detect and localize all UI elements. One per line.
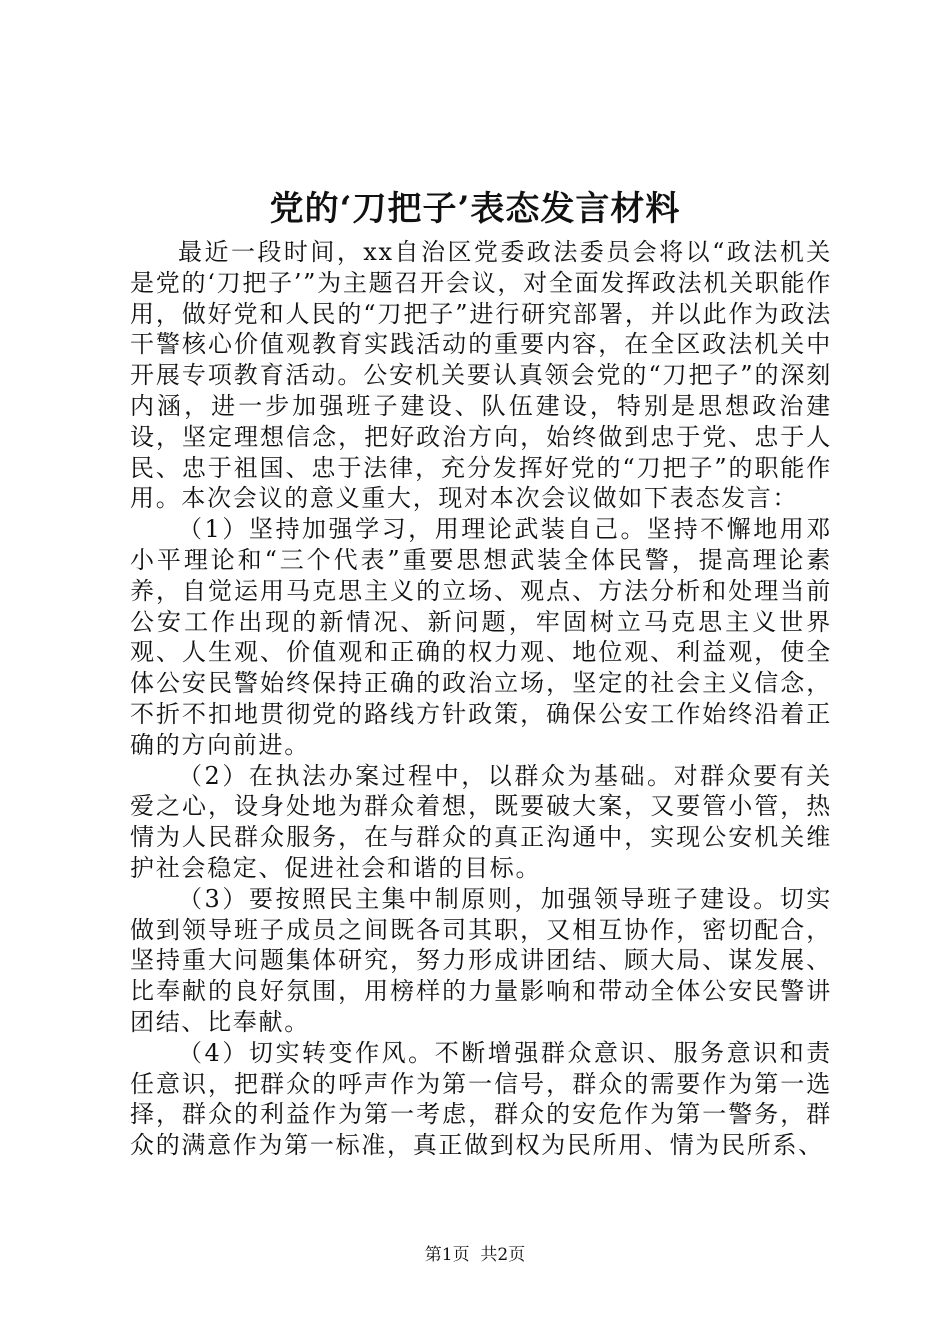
document-title: 党的‘刀把子’表态发言材料 — [269, 189, 681, 229]
paragraph-intro: 最近一段时间，xx自治区党委政法委员会将以“政法机关是党的‘刀把子’”为主题召开会议，对全面发挥政法机关职能作用，做好党和人民的“刀把子”进行研究部署，并以此作为政法干警核心价值观教育实践活动的重要内容，在全区政法机关中开展专项教育活动。公安机关要认真领会党的“刀把子”的深刻内涵，进一步加强班子建设、队伍建设，特别是思想政治建设，坚定理想信念，把好政治方向，始终做到忠于党、忠于人民、忠于祖国、忠于法律，充分发挥好党的“刀把子”的职能作用。本次会议的意义重大，现对本次会议做如下表态发言： — [130, 238, 832, 513]
footer-spacer — [470, 1245, 481, 1265]
page-total: 共2页 — [480, 1245, 526, 1265]
paragraph-point-4: （4）切实转变作风。不断增强群众意识、服务意识和责任意识，把群众的呼声作为第一信号，群众的需要作为第一选择，群众的利益作为第一考虑，群众的安危作为第一警务，群众的满意作为第一标准，真正做到权为民所用、情为民所系、 — [130, 1038, 832, 1160]
paragraph-point-3: （3）要按照民主集中制原则，加强领导班子建设。切实做到领导班子成员之间既各司其职，又相互协作，密切配合，坚持重大问题集体研究，努力形成讲团结、顾大局、谋发展、比奉献的良好氛围，用榜样的力量影响和带动全体公安民警讲团结、比奉献。 — [130, 884, 832, 1036]
paragraph-point-2: （2）在执法办案过程中，以群众为基础。对群众要有关爱之心，设身处地为群众着想，既要破大案，又要管小管，热情为人民群众服务，在与群众的真正沟通中，实现公安机关维护社会稳定、促进社会和谐的目标。 — [130, 761, 832, 882]
page-number: 第1页 — [424, 1245, 470, 1265]
paragraph-point-1: （1）坚持加强学习，用理论武装自己。坚持不懈地用邓小平理论和“三个代表”重要思想武装全体民警，提高理论素养，自觉运用马克思主义的立场、观点、方法分析和处理当前公安工作出现的新情况、新问题，牢固树立马克思主义世界观、人生观、价值观和正确的权力观、地位观、利益观，使全体公安民警始终保持正确的政治立场，坚定的社会主义信念，不折不扣地贯彻党的路线方针政策，确保公安工作始终沿着正确的方向前进。 — [130, 515, 832, 759]
document-body — [130, 237, 832, 1161]
page-footer — [0, 1242, 950, 1268]
